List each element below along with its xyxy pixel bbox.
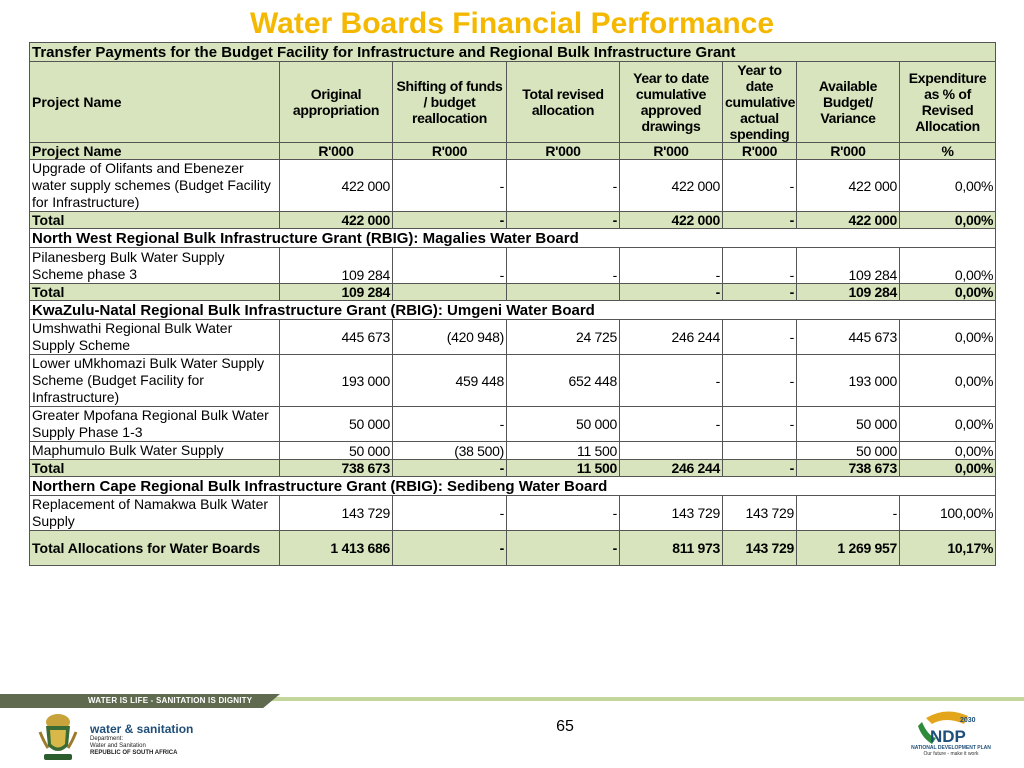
value-cell: - — [393, 160, 507, 212]
unit-cell: R'000 — [507, 143, 620, 160]
value-cell: 50 000 — [797, 407, 900, 442]
value-cell: - — [797, 496, 900, 531]
unit-cell: R'000 — [280, 143, 393, 160]
page-number: 65 — [556, 718, 574, 735]
table-row — [30, 442, 996, 460]
grand-total-label: Total Allocations for Water Boards — [30, 531, 280, 566]
value-cell: 0,00% — [900, 248, 996, 284]
value-cell: 422 000 — [797, 160, 900, 212]
unit-cell: R'000 — [620, 143, 723, 160]
department-logo — [90, 722, 193, 757]
footer-band-light — [250, 697, 1024, 701]
total-cell: 738 673 — [280, 460, 393, 477]
grand-total-cell: 1 269 957 — [797, 531, 900, 566]
total-label: Total — [30, 212, 280, 229]
total-cell: - — [723, 212, 797, 229]
value-cell: 50 000 — [280, 407, 393, 442]
value-cell: 193 000 — [280, 355, 393, 407]
value-cell: - — [723, 160, 797, 212]
total-row — [30, 284, 996, 301]
section-heading-row — [30, 477, 996, 496]
ndp-caption — [904, 745, 998, 757]
value-cell — [723, 442, 797, 460]
total-cell: - — [620, 284, 723, 301]
section-heading-row — [30, 229, 996, 248]
coat-of-arms-icon — [36, 712, 80, 764]
page-title: Water Boards Financial Performance — [249, 7, 775, 40]
department-line-3: REPUBLIC OF SOUTH AFRICA — [90, 750, 178, 756]
total-cell: 11 500 — [507, 460, 620, 477]
value-cell: 652 448 — [507, 355, 620, 407]
units-row — [30, 143, 996, 160]
footer-band — [0, 694, 1024, 708]
department-brand: water & sanitation — [90, 722, 194, 736]
ndp-logo-text: NDP — [930, 727, 966, 746]
table-banner: Transfer Payments for the Budget Facility for Infrastructure and Regional Bulk Infrastructure Grant — [30, 43, 996, 62]
value-cell: 11 500 — [507, 442, 620, 460]
project-name-cell: Greater Mpofana Regional Bulk Water Supply Phase 1-3 — [30, 407, 280, 442]
value-cell: 445 673 — [280, 320, 393, 355]
header-shifting: Shifting of funds / budget reallocation — [393, 62, 507, 143]
total-label: Total — [30, 284, 280, 301]
total-cell: 738 673 — [797, 460, 900, 477]
value-cell: 0,00% — [900, 407, 996, 442]
total-cell: - — [393, 212, 507, 229]
ndp-year: 2030 — [960, 717, 976, 724]
header-row — [30, 62, 996, 143]
table-row — [30, 248, 996, 284]
section-heading-row — [30, 301, 996, 320]
value-cell: - — [723, 355, 797, 407]
value-cell: 143 729 — [280, 496, 393, 531]
total-cell: 109 284 — [797, 284, 900, 301]
total-cell: 109 284 — [280, 284, 393, 301]
value-cell: - — [507, 496, 620, 531]
banner-row — [30, 43, 996, 62]
total-cell: 0,00% — [900, 284, 996, 301]
total-cell: 246 244 — [620, 460, 723, 477]
value-cell: 143 729 — [723, 496, 797, 531]
header-available: Available Budget/ Variance — [797, 62, 900, 143]
header-total-revised: Total revised allocation — [507, 62, 620, 143]
total-cell: - — [723, 460, 797, 477]
table-row — [30, 496, 996, 531]
value-cell: - — [723, 320, 797, 355]
value-cell: 143 729 — [620, 496, 723, 531]
value-cell: 0,00% — [900, 442, 996, 460]
project-name-cell: Lower uMkhomazi Bulk Water Supply Scheme (Budget Facility for Infrastructure) — [30, 355, 280, 407]
total-cell: - — [393, 460, 507, 477]
ndp-name: NATIONAL DEVELOPMENT PLAN — [911, 745, 991, 751]
footer-slogan: WATER IS LIFE - SANITATION IS DIGNITY — [88, 696, 253, 705]
grand-total-cell: 143 729 — [723, 531, 797, 566]
grand-total-cell: 10,17% — [900, 531, 996, 566]
value-cell: 0,00% — [900, 160, 996, 212]
grand-total-cell: 1 413 686 — [280, 531, 393, 566]
department-line-2: Water and Sanitation — [90, 743, 146, 749]
value-cell — [620, 442, 723, 460]
total-cell: - — [507, 212, 620, 229]
value-cell: - — [507, 160, 620, 212]
value-cell: 422 000 — [620, 160, 723, 212]
grand-total-cell: 811 973 — [620, 531, 723, 566]
header-ytd-approved: Year to date cumulative approved drawings — [620, 62, 723, 143]
table-row — [30, 407, 996, 442]
financial-table — [29, 42, 996, 566]
total-cell: - — [723, 284, 797, 301]
project-name-cell: Umshwathi Regional Bulk Water Supply Scheme — [30, 320, 280, 355]
project-name-cell: Pilanesberg Bulk Water Supply Scheme phase 3 — [30, 248, 280, 284]
grand-total-cell: - — [393, 531, 507, 566]
value-cell: 445 673 — [797, 320, 900, 355]
header-ytd-actual: Year to date cumulative actual spending — [723, 62, 797, 143]
total-label: Total — [30, 460, 280, 477]
value-cell: 50 000 — [280, 442, 393, 460]
value-cell: - — [723, 407, 797, 442]
section-heading: KwaZulu-Natal Regional Bulk Infrastructure Grant (RBIG): Umgeni Water Board — [30, 301, 996, 320]
value-cell: - — [393, 407, 507, 442]
table-row — [30, 320, 996, 355]
total-cell — [507, 284, 620, 301]
total-cell — [393, 284, 507, 301]
total-cell: 422 000 — [620, 212, 723, 229]
header-expenditure-pct: Expenditure as % of Revised Allocation — [900, 62, 996, 143]
value-cell: 0,00% — [900, 355, 996, 407]
value-cell: 422 000 — [280, 160, 393, 212]
unit-cell: R'000 — [393, 143, 507, 160]
table-row — [30, 160, 996, 212]
value-cell: - — [393, 496, 507, 531]
value-cell: (420 948) — [393, 320, 507, 355]
value-cell: - — [393, 248, 507, 284]
unit-cell: R'000 — [797, 143, 900, 160]
project-name-cell: Upgrade of Olifants and Ebenezer water supply schemes (Budget Facility for Infrastructure) — [30, 160, 280, 212]
value-cell: - — [723, 248, 797, 284]
value-cell: 246 244 — [620, 320, 723, 355]
header-original: Original appropriation — [280, 62, 393, 143]
value-cell: 50 000 — [507, 407, 620, 442]
grand-total-row — [30, 531, 996, 566]
value-cell: - — [620, 355, 723, 407]
project-name-cell: Maphumulo Bulk Water Supply — [30, 442, 280, 460]
value-cell: 50 000 — [797, 442, 900, 460]
units-label: Project Name — [30, 143, 280, 160]
value-cell: - — [507, 248, 620, 284]
value-cell: 109 284 — [280, 248, 393, 284]
section-heading: North West Regional Bulk Infrastructure Grant (RBIG): Magalies Water Board — [30, 229, 996, 248]
value-cell: 0,00% — [900, 320, 996, 355]
ndp-tagline: Our future - make it work — [923, 751, 979, 757]
value-cell: 109 284 — [797, 248, 900, 284]
total-row — [30, 460, 996, 477]
total-cell: 422 000 — [280, 212, 393, 229]
value-cell: 459 448 — [393, 355, 507, 407]
total-row — [30, 212, 996, 229]
value-cell: 24 725 — [507, 320, 620, 355]
total-cell: 422 000 — [797, 212, 900, 229]
unit-cell: R'000 — [723, 143, 797, 160]
section-heading: Northern Cape Regional Bulk Infrastructure Grant (RBIG): Sedibeng Water Board — [30, 477, 996, 496]
value-cell: (38 500) — [393, 442, 507, 460]
header-project-name: Project Name — [30, 62, 280, 143]
value-cell: 193 000 — [797, 355, 900, 407]
grand-total-cell: - — [507, 531, 620, 566]
value-cell: - — [620, 248, 723, 284]
unit-cell: % — [900, 143, 996, 160]
total-cell: 0,00% — [900, 460, 996, 477]
value-cell: - — [620, 407, 723, 442]
value-cell: 100,00% — [900, 496, 996, 531]
department-line-1: Department: — [90, 736, 124, 742]
total-cell: 0,00% — [900, 212, 996, 229]
table-row — [30, 355, 996, 407]
project-name-cell: Replacement of Namakwa Bulk Water Supply — [30, 496, 280, 531]
